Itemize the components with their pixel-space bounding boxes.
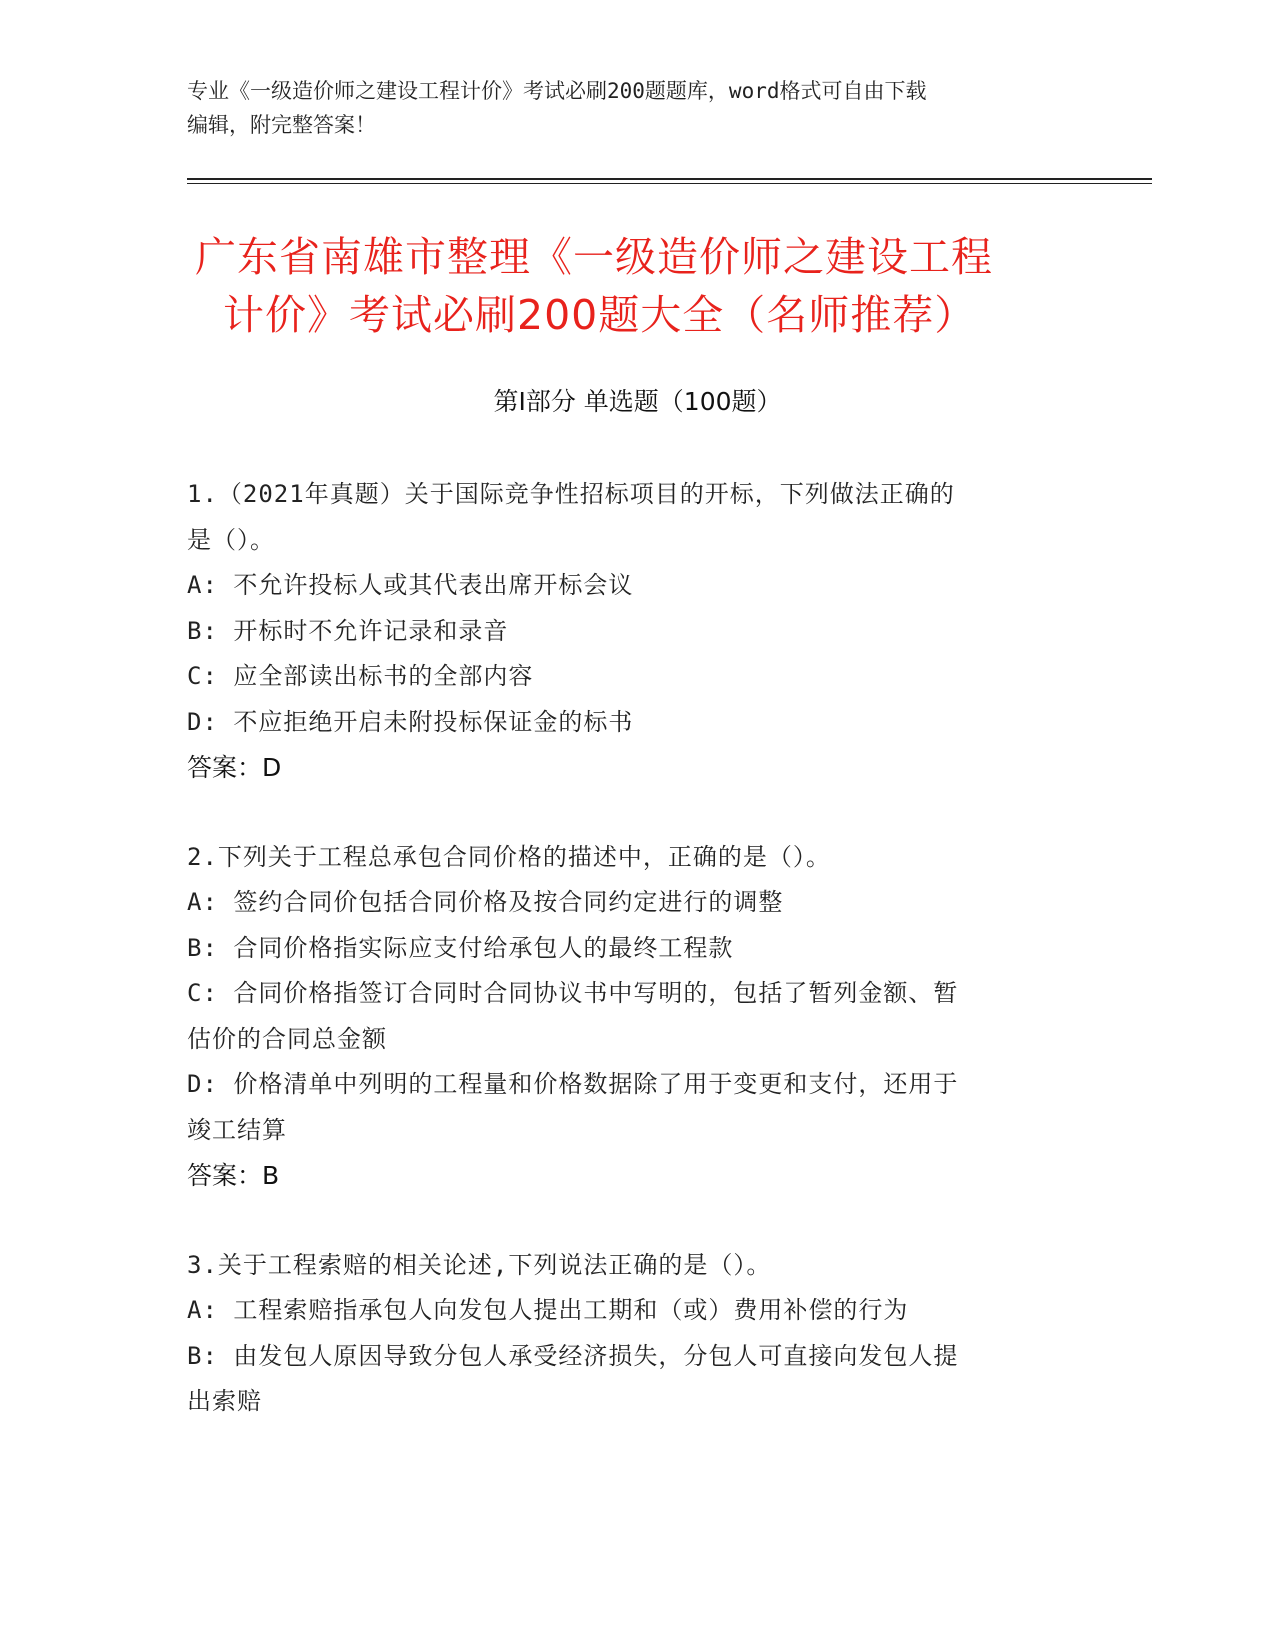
option-d: D: 价格清单中列明的工程量和价格数据除了用于变更和支付，还用于 bbox=[187, 1070, 959, 1098]
option-c: C: 合同价格指签订合同时合同协议书中写明的，包括了暂列金额、暂 bbox=[187, 979, 959, 1007]
answer: 答案：D bbox=[187, 753, 282, 782]
option-b: B: 合同价格指实际应支付给承包人的最终工程款 bbox=[187, 933, 734, 962]
question-3 bbox=[187, 1243, 1067, 1425]
option-d-continued: 竣工结算 bbox=[187, 1115, 287, 1144]
header-divider-thick bbox=[187, 178, 1152, 180]
question-2 bbox=[187, 835, 1067, 1199]
option-a: A: 工程索赔指承包人向发包人提出工期和（或）费用补偿的行为 bbox=[187, 1296, 909, 1324]
option-b: B: 由发包人原因导致分包人承受经济损失，分包人可直接向发包人提 bbox=[187, 1341, 959, 1370]
option-b-continued: 出索赔 bbox=[187, 1387, 262, 1415]
answer: 答案：B bbox=[187, 1161, 280, 1190]
header-note-line-2: 编辑，附完整答案！ bbox=[187, 113, 376, 137]
option-c: C: 应全部读出标书的全部内容 bbox=[187, 662, 534, 690]
header-divider-thin bbox=[187, 183, 1152, 184]
header-note bbox=[187, 74, 1067, 142]
question-list bbox=[187, 472, 1067, 1425]
option-c-continued: 估价的合同总金额 bbox=[187, 1024, 387, 1053]
document-title-line-2: 计价》考试必刷200题大全（名师推荐） bbox=[223, 291, 977, 339]
question-spacer bbox=[187, 1199, 1067, 1243]
option-a: A: 不允许投标人或其代表出席开标会议 bbox=[187, 571, 634, 599]
option-a: A: 签约合同价包括合同价格及按合同约定进行的调整 bbox=[187, 888, 784, 916]
option-d: D: 不应拒绝开启未附投标保证金的标书 bbox=[187, 707, 634, 736]
question-stem-continued: 是（）。 bbox=[187, 525, 275, 554]
option-b: B: 开标时不允许记录和录音 bbox=[187, 616, 509, 645]
document-title-line-1: 广东省南雄市整理《一级造价师之建设工程 bbox=[195, 233, 993, 281]
section-title: 第Ⅰ部分 单选题（100题） bbox=[493, 387, 782, 416]
document-title bbox=[195, 228, 1075, 344]
question-stem: 1.（2021年真题）关于国际竞争性招标项目的开标，下列做法正确的 bbox=[187, 480, 955, 508]
question-stem: 3.关于工程索赔的相关论述,下列说法正确的是（）。 bbox=[187, 1250, 772, 1279]
question-1 bbox=[187, 472, 1067, 791]
header-note-line-1: 专业《一级造价师之建设工程计价》考试必刷200题题库，word格式可自由下载 bbox=[187, 79, 927, 103]
question-stem: 2.下列关于工程总承包合同价格的描述中，正确的是（）。 bbox=[187, 842, 831, 871]
question-spacer bbox=[187, 791, 1067, 835]
